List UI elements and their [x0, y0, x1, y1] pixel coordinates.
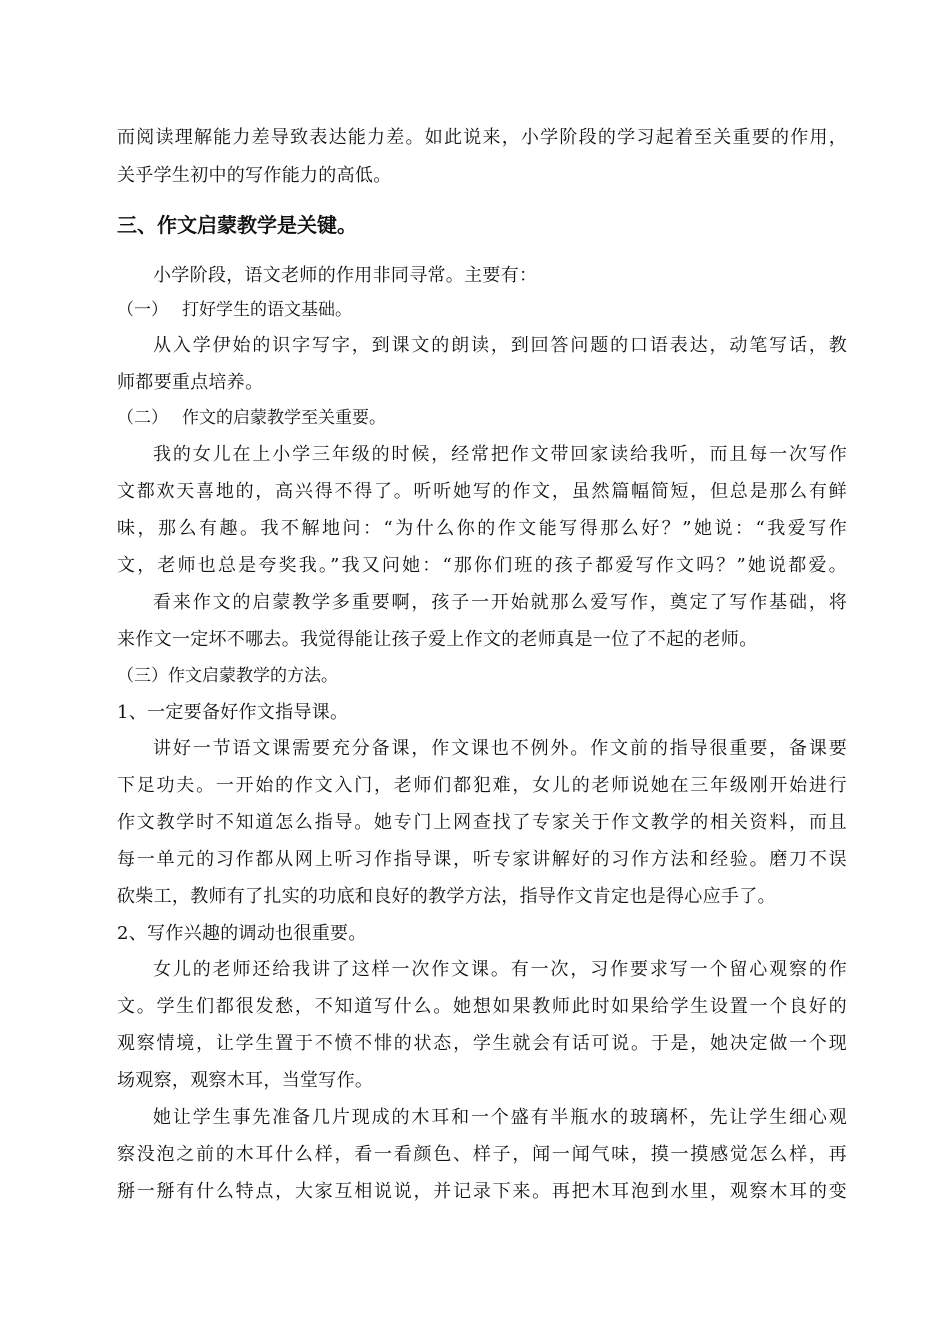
subsection-label: （二）	[117, 408, 168, 428]
subsection-title: 打好学生的语文基础。	[182, 300, 352, 320]
body-text-line: 从入学伊始的识字写字，到课文的朗读，到回答问题的口语表达，动笔写话，教	[153, 335, 847, 356]
body-text-line: 文都欢天喜地的，高兴得不得了。听听她写的作文，虽然篇幅简短，但总是那么有鲜	[117, 481, 847, 502]
body-text-line: 她让学生事先准备几片现成的木耳和一个盛有半瓶水的玻璃杯，先让学生细心观	[153, 1107, 847, 1128]
body-text-line: 我的女儿在上小学三年级的时候，经常把作文带回家读给我听，而且每一次写作	[153, 444, 847, 465]
body-text-line: 文。学生们都很发愁，不知道写什么。她想如果教师此时如果给学生设置一个良好的	[117, 996, 847, 1017]
body-text-line: 讲好一节语文课需要充分备课，作文课也不例外。作文前的指导很重要，备课要	[153, 738, 847, 759]
body-text-line: 来作文一定坏不哪去。我觉得能让孩子爱上作文的老师真是一位了不起的老师。	[117, 629, 758, 650]
body-text-line: 关乎学生初中的写作能力的高低。	[117, 165, 392, 186]
body-text-line: 师都要重点培养。	[117, 372, 264, 393]
section-heading: 三、作文启蒙教学是关键。	[117, 213, 357, 237]
body-text-line: 看来作文的启蒙教学多重要啊，孩子一开始就那么爱写作，奠定了写作基础，将	[153, 592, 847, 613]
list-item-title: 1、一定要备好作文指导课。	[117, 702, 349, 723]
body-text-line: 文，老师也总是夸奖我。”我又问她：“那你们班的孩子都爱写作文吗？”她说都爱。	[117, 555, 847, 576]
body-text-line: 小学阶段，语文老师的作用非同寻常。主要有：	[153, 265, 538, 286]
body-text-line: 女儿的老师还给我讲了这样一次作文课。有一次，习作要求写一个留心观察的作	[153, 959, 847, 980]
subsection-title: 作文的启蒙教学至关重要。	[182, 408, 386, 428]
subsection-heading	[117, 298, 352, 322]
body-text-line: 下足功夫。一开始的作文入门，老师们都犯难，女儿的老师说她在三年级刚开始进行	[117, 775, 847, 796]
body-text-line: 而阅读理解能力差导致表达能力差。如此说来，小学阶段的学习起着至关重要的作用，	[117, 127, 847, 148]
body-text-line: 掰一掰有什么特点，大家互相说说，并记录下来。再把木耳泡到水里，观察木耳的变	[117, 1181, 847, 1202]
subsection-label: （一）	[117, 300, 168, 320]
body-text-line: 观察情境，让学生置于不愤不悱的状态，学生就会有话可说。于是，她决定做一个现	[117, 1033, 847, 1054]
body-text-line: 味，那么有趣。我不解地问：“为什么你的作文能写得那么好？”她说：“我爱写作	[117, 518, 847, 539]
list-item-title: 2、写作兴趣的调动也很重要。	[117, 923, 367, 944]
body-text-line: 察没泡之前的木耳什么样，看一看颜色、样子，闻一闻气味，摸一摸感觉怎么样，再	[117, 1144, 847, 1165]
body-text-line: 砍柴工，教师有了扎实的功底和良好的教学方法，指导作文肯定也是得心应手了。	[117, 886, 776, 907]
body-text-line: 场观察，观察木耳，当堂写作。	[117, 1070, 374, 1091]
body-text-line: 每一单元的习作都从网上听习作指导课，听专家讲解好的习作方法和经验。磨刀不误	[117, 849, 847, 870]
body-text-line: 作文教学时不知道怎么指导。她专门上网查找了专家关于作文教学的相关资料，而且	[117, 812, 847, 833]
subsection-heading: （三）作文启蒙教学的方法。	[117, 666, 338, 686]
subsection-heading	[117, 406, 386, 430]
